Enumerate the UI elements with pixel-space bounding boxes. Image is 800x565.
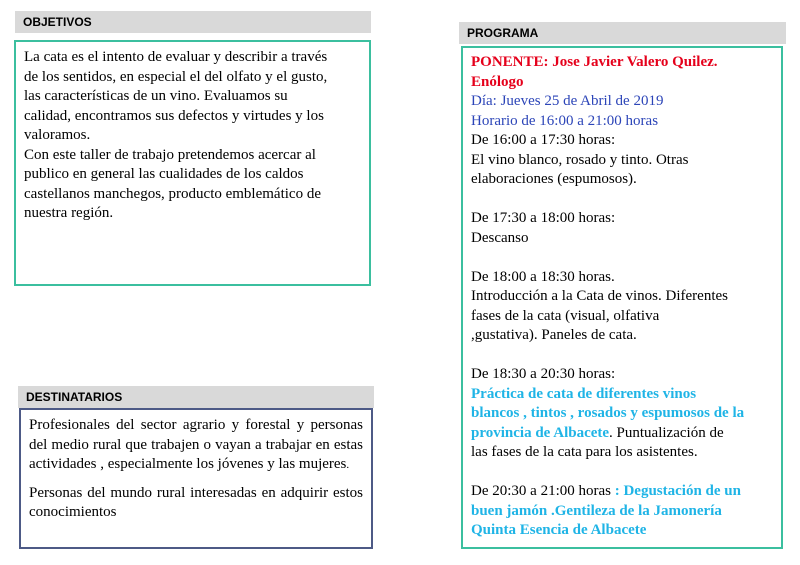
block-1-time: De 16:00 a 17:30 horas:	[471, 132, 616, 148]
spacer	[471, 248, 773, 268]
destinatarios-para-2: Personas del mundo rural interesadas en adquirir estos conocimientos	[29, 484, 363, 520]
block-3-text: Introducción a la Cata de vinos. Diferentes	[471, 288, 728, 304]
destinatarios-para-1	[29, 416, 363, 476]
spacer	[471, 463, 773, 483]
programa-header: PROGRAMA	[459, 22, 786, 44]
block-2-time: De 17:30 a 18:00 horas:	[471, 210, 616, 226]
block-3-text: ,gustativa). Paneles de cata.	[471, 327, 637, 343]
destinatarios-para-1-text: Profesionales del sector agrario y forestal y personas del medio rural que trabajen o vayan a trabajar en estas actividades , especialmente los jóvenes y las mujeres	[29, 417, 363, 472]
block-5-mixed-line	[471, 482, 773, 502]
horario-line: Horario de 16:00 a 21:00 horas	[471, 112, 659, 129]
block-3-time: De 18:00 a 18:30 horas.	[471, 268, 615, 285]
destinatarios-box	[19, 408, 373, 549]
objetivos-header: OBJETIVOS	[15, 11, 371, 33]
objetivos-line: Con este taller de trabajo pretendemos acercar al	[24, 146, 316, 163]
block-2-text: Descanso	[471, 229, 529, 246]
dia-line: Día: Jueves 25 de Abril de 2019	[471, 93, 664, 109]
objetivos-line: nuestra región.	[24, 205, 114, 221]
block-4-text: las fases de la cata para los asistentes.	[471, 444, 698, 460]
objetivos-line: castellanos manchegos, producto emblemático de	[24, 185, 321, 202]
block-4-time: De 18:30 a 20:30 horas:	[471, 366, 616, 382]
programa-box	[461, 46, 783, 549]
objetivos-line: de los sentidos, en especial el del olfato y el gusto,	[24, 68, 328, 85]
objetivos-box	[14, 40, 371, 286]
block-1-text: elaboraciones (espumosos).	[471, 171, 637, 187]
destinatarios-header: DESTINATARIOS	[18, 386, 374, 408]
ponente-line: PONENTE: Jose Javier Valero Quilez.	[471, 54, 718, 70]
block-4-highlight: provincia de Albacete	[471, 424, 610, 441]
objetivos-line: calidad, encontramos sus defectos y virtudes y los	[24, 107, 324, 124]
block-1-text: El vino blanco, rosado y tinto. Otras	[471, 151, 689, 168]
block-4-highlight: blancos , tintos , rosados y espumosos de la	[471, 405, 745, 421]
block-5-highlight: : Degustación de un	[610, 483, 741, 499]
objetivos-line: valoramos.	[24, 127, 91, 143]
block-4-text: . Puntualización de	[609, 424, 724, 441]
block-5-highlight: buen jamón .Gentileza de la Jamonería	[471, 502, 722, 519]
spacer	[471, 190, 773, 210]
objetivos-line: La cata es el intento de evaluar y describir a través	[24, 49, 328, 65]
block-5-highlight: Quinta Esencia de Albacete	[471, 522, 647, 538]
destinatarios-para-1-end: .	[346, 459, 350, 471]
block-4-highlight: Práctica de cata de diferentes vinos	[471, 385, 697, 402]
block-5-time: De 20:30 a 21:00 horas	[471, 483, 611, 499]
block-4-mixed-line	[471, 424, 773, 444]
spacer	[471, 346, 773, 366]
enologo-line: Enólogo	[471, 73, 524, 90]
block-3-text: fases de la cata (visual, olfativa	[471, 307, 660, 324]
objetivos-line: publico en general las cualidades de los caldos	[24, 166, 304, 182]
objetivos-line: las características de un vino. Evaluamos su	[24, 88, 288, 104]
